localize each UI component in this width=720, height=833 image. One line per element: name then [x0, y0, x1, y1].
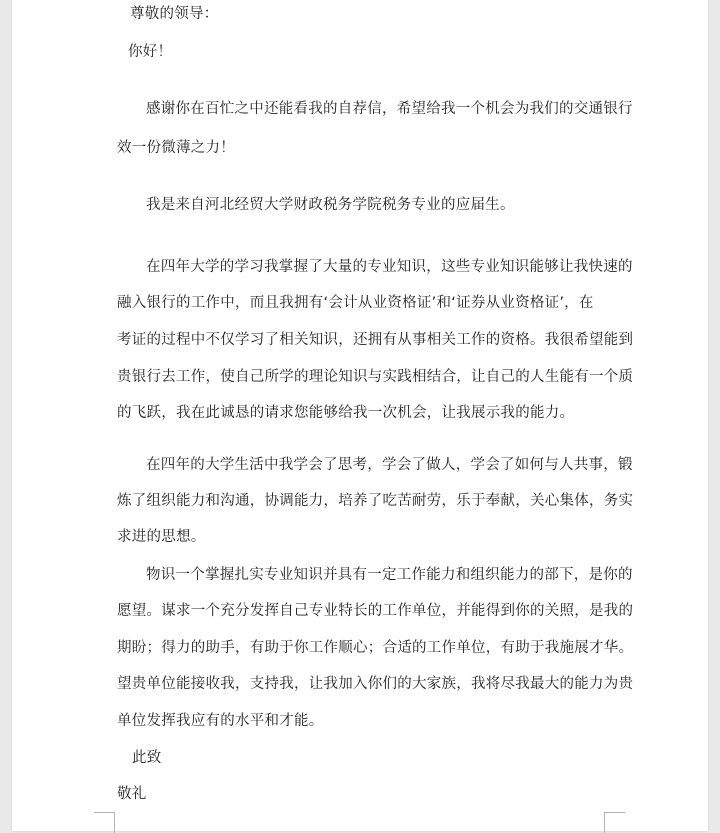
paragraph-4-line-1: 在四年的大学生活中我学会了思考，学会了做人，学会了如何与人共事，锻	[146, 457, 633, 473]
paragraph-5-line-1: 物识一个掌握扎实专业知识并具有一定工作能力和组织能力的部下，是你的	[146, 567, 633, 583]
paragraph-5-line-2: 愿望。谋求一个充分发挥自己专业特长的工作单位，并能得到你的关照，是我的	[117, 603, 634, 619]
paragraph-4-line-2: 炼了组织能力和沟通，协调能力，培养了吃苦耐劳，乐于奉献，关心集体，务实	[117, 493, 634, 509]
document-page	[12, 0, 708, 831]
paragraph-3-line-3: 考证的过程中不仅学习了相关知识，还拥有从事相关工作的资格。我很希望能到	[117, 332, 634, 348]
paragraph-1-line-2: 效一份微薄之力！	[117, 140, 235, 156]
salutation: 尊敬的领导：	[130, 6, 219, 22]
paragraph-4-line-3: 求进的思想。	[117, 529, 206, 545]
paragraph-3-line-5: 的飞跃，我在此诚恳的请求您能够给我一次机会，让我展示我的能力。	[117, 405, 575, 421]
paragraph-5-line-4: 望贵单位能接收我，支持我，让我加入你们的大家族，我将尽我最大的能力为贵	[117, 676, 634, 692]
paragraph-1-line-1: 感谢你在百忙之中还能看我的自荐信，希望给我一个机会为我们的交通银行	[146, 101, 633, 117]
margin-crop-mark-right	[604, 812, 625, 833]
paragraph-3-line-2: 融入银行的工作中，而且我拥有‘会计从业资格证’和‘证券从业资格证’，在	[117, 295, 594, 311]
closing-line-2: 敬礼	[117, 786, 147, 802]
paragraph-3-line-1: 在四年大学的学习我掌握了大量的专业知识，这些专业知识能够让我快速的	[146, 259, 633, 275]
greeting: 你好！	[128, 44, 173, 60]
paragraph-5-line-3: 期盼；得力的助手，有助于你工作顺心；合适的工作单位，有助于我施展才华。	[117, 640, 634, 656]
cover-letter-body	[12, 0, 708, 831]
paragraph-2-line-1: 我是来自河北经贸大学财政税务学院税务专业的应届生。	[146, 197, 515, 213]
margin-crop-mark-left	[94, 812, 115, 833]
paragraph-5-line-5: 单位发挥我应有的水平和才能。	[117, 713, 324, 729]
closing-line-1: 此致	[132, 750, 162, 766]
paragraph-3-line-4: 贵银行去工作，使自己所学的理论知识与实践相结合，让自己的人生能有一个质	[117, 369, 634, 385]
